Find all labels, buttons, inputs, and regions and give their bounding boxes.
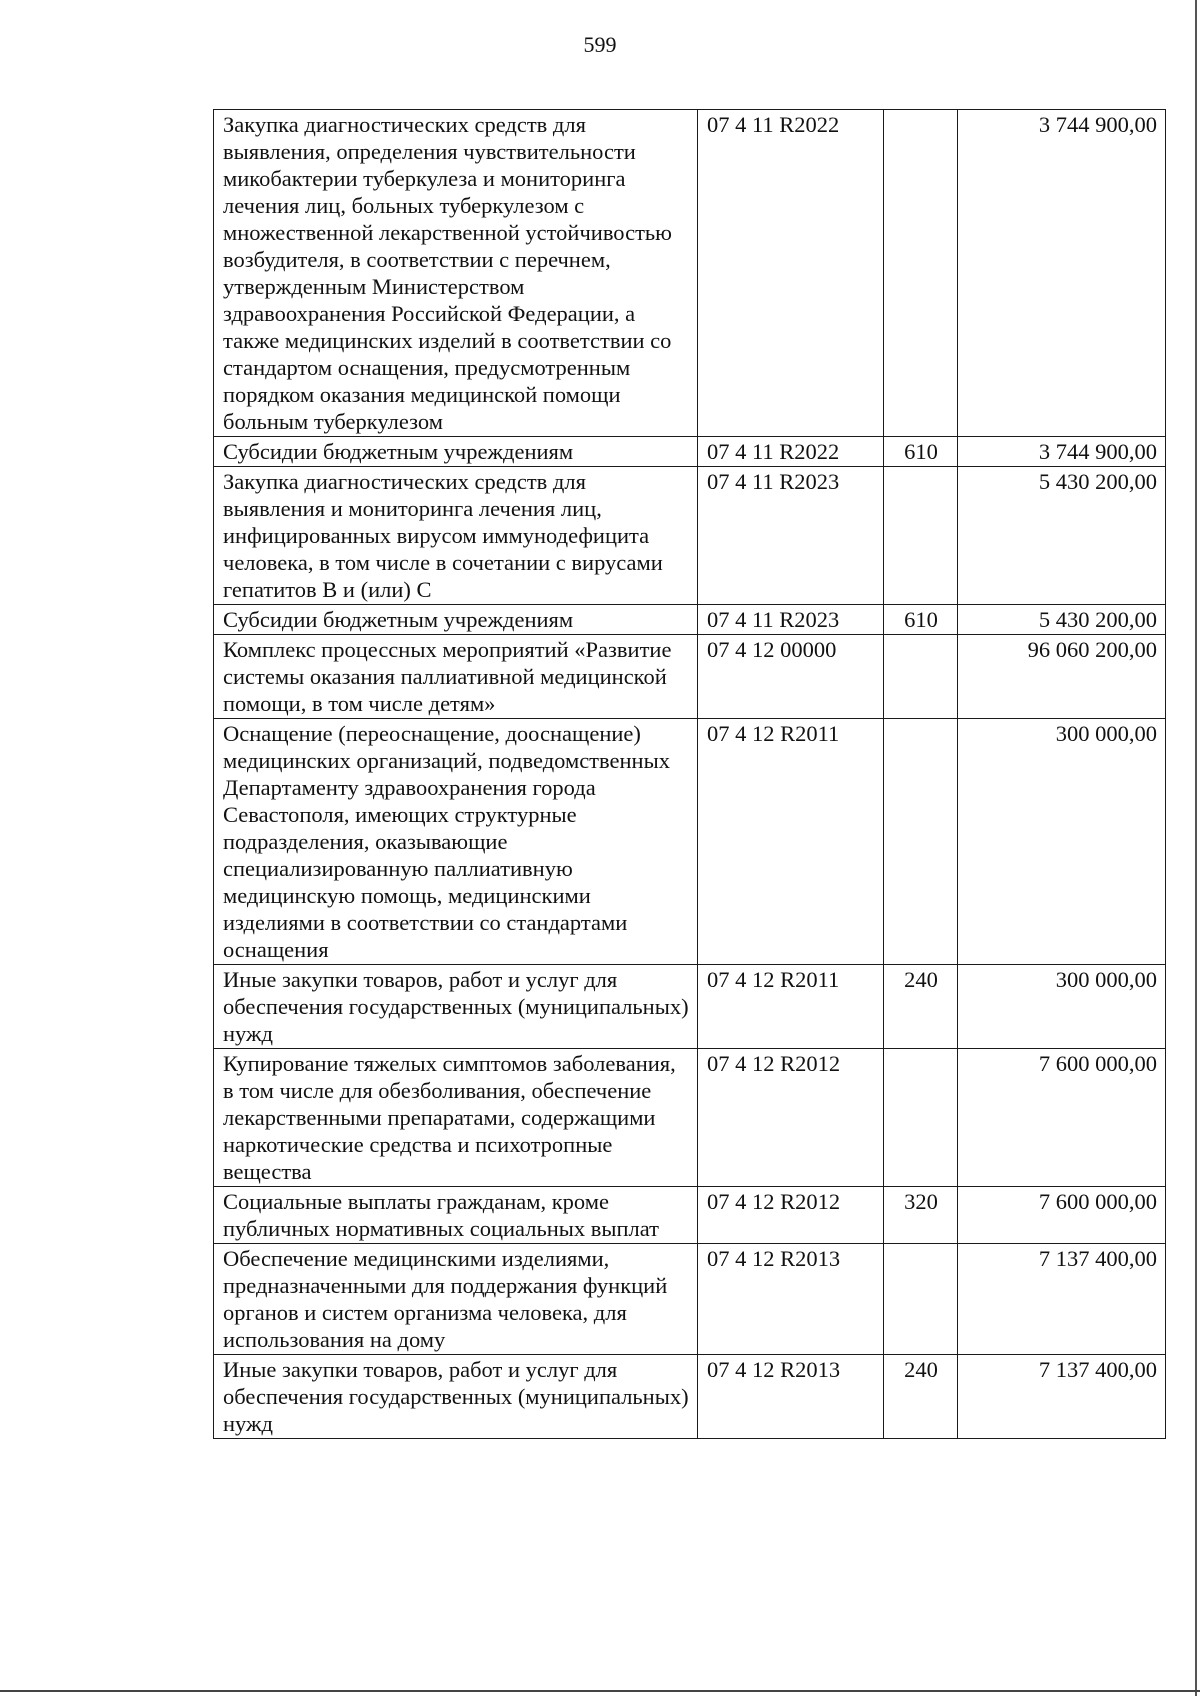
- table-row: [214, 1244, 1166, 1355]
- expense-type-cell: [884, 635, 958, 719]
- table-row: [214, 965, 1166, 1049]
- expense-name-cell: Субсидии бюджетным учреждениям: [214, 605, 698, 635]
- expense-name-cell: Субсидии бюджетным учреждениям: [214, 437, 698, 467]
- amount-cell: 7 137 400,00: [958, 1244, 1166, 1355]
- expense-type-cell: [884, 467, 958, 605]
- target-code-cell: 07 4 11 R2023: [698, 467, 884, 605]
- target-code-cell: 07 4 12 R2011: [698, 719, 884, 965]
- expense-name-cell: Купирование тяжелых симптомов заболевания, в том числе для обезболивания, обеспечение лекарственными препаратами, содержащими наркотические средства и психотропные вещества: [214, 1049, 698, 1187]
- amount-cell: 7 600 000,00: [958, 1187, 1166, 1244]
- table-row: [214, 110, 1166, 437]
- expense-type-cell: [884, 1244, 958, 1355]
- target-code-cell: 07 4 12 R2012: [698, 1187, 884, 1244]
- expense-type-cell: [884, 1049, 958, 1187]
- expense-type-cell: [884, 110, 958, 437]
- expense-name-cell: Закупка диагностических средств для выявления, определения чувствительности микобактерии туберкулеза и мониторинга лечения лиц, больных туберкулезом с множественной лекарственной устойчивостью возбудителя, в соответствии с перечнем, утвержденным Министерством здравоохранения Российской Федерации, а также медицинских изделий в соответствии со стандартом оснащения, предусмотренным порядком оказания медицинской помощи больным туберкулезом: [214, 110, 698, 437]
- amount-cell: 5 430 200,00: [958, 467, 1166, 605]
- page-number: 599: [583, 32, 617, 57]
- amount-cell: 7 137 400,00: [958, 1355, 1166, 1439]
- amount-cell: 3 744 900,00: [958, 437, 1166, 467]
- expense-type-cell: 320: [884, 1187, 958, 1244]
- table-row: [214, 437, 1166, 467]
- amount-cell: 7 600 000,00: [958, 1049, 1166, 1187]
- expense-name-cell: Социальные выплаты гражданам, кроме публичных нормативных социальных выплат: [214, 1187, 698, 1244]
- amount-cell: 96 060 200,00: [958, 635, 1166, 719]
- table-row: [214, 605, 1166, 635]
- expense-name-cell: Иные закупки товаров, работ и услуг для обеспечения государственных (муниципальных) нужд: [214, 1355, 698, 1439]
- expense-type-cell: 610: [884, 605, 958, 635]
- expense-name-cell: Комплекс процессных мероприятий «Развитие системы оказания паллиативной медицинской помощи, в том числе детям»: [214, 635, 698, 719]
- target-code-cell: 07 4 12 R2013: [698, 1355, 884, 1439]
- expense-type-cell: 240: [884, 965, 958, 1049]
- scan-edge-bottom: [0, 1690, 1200, 1692]
- expense-name-cell: Обеспечение медицинскими изделиями, предназначенными для поддержания функций органов и систем организма человека, для использования на дому: [214, 1244, 698, 1355]
- target-code-cell: 07 4 12 R2012: [698, 1049, 884, 1187]
- table-row: [214, 635, 1166, 719]
- target-code-cell: 07 4 11 R2022: [698, 110, 884, 437]
- amount-cell: 300 000,00: [958, 719, 1166, 965]
- expense-name-cell: Оснащение (переоснащение, дооснащение) медицинских организаций, подведомственных Департаменту здравоохранения города Севастополя, имеющих структурные подразделения, оказывающие специализированную паллиативную медицинскую помощь, медицинскими изделиями в соответствии со стандартами оснащения: [214, 719, 698, 965]
- table-row: [214, 1355, 1166, 1439]
- expense-type-cell: 240: [884, 1355, 958, 1439]
- amount-cell: 300 000,00: [958, 965, 1166, 1049]
- target-code-cell: 07 4 11 R2023: [698, 605, 884, 635]
- expense-name-cell: Иные закупки товаров, работ и услуг для обеспечения государственных (муниципальных) нужд: [214, 965, 698, 1049]
- amount-cell: 3 744 900,00: [958, 110, 1166, 437]
- scan-edge-right: [1195, 0, 1197, 1696]
- target-code-cell: 07 4 12 R2013: [698, 1244, 884, 1355]
- table-row: [214, 1187, 1166, 1244]
- expense-type-cell: 610: [884, 437, 958, 467]
- target-code-cell: 07 4 12 R2011: [698, 965, 884, 1049]
- table-row: [214, 1049, 1166, 1187]
- table-row: [214, 467, 1166, 605]
- expense-name-cell: Закупка диагностических средств для выявления и мониторинга лечения лиц, инфицированных вирусом иммунодефицита человека, в том числе в сочетании с вирусами гепатитов B и (или) C: [214, 467, 698, 605]
- target-code-cell: 07 4 12 00000: [698, 635, 884, 719]
- table-row: [214, 719, 1166, 965]
- expense-type-cell: [884, 719, 958, 965]
- target-code-cell: 07 4 11 R2022: [698, 437, 884, 467]
- amount-cell: 5 430 200,00: [958, 605, 1166, 635]
- budget-table: [213, 109, 1166, 1439]
